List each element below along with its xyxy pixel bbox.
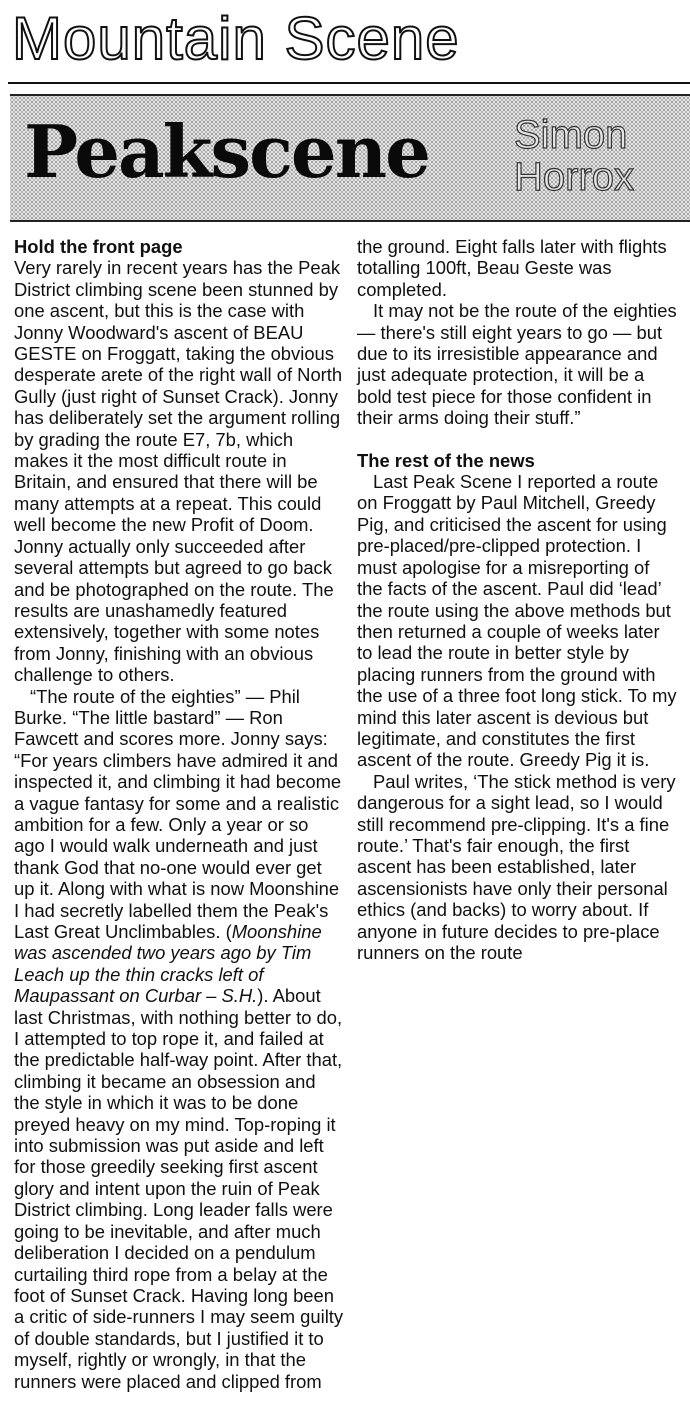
column-name: Peakscene bbox=[24, 109, 429, 194]
quote-text: “The route of the eighties” — Phil Burke. “The little bastard” — Ron Fawcett and scores more. Jonny says: “For years climbers have admired it and inspected it, and climbing it had become a vague fantasy for some and a realistic ambition for a few. Only a year or so ago I would walk underneath and just thank God that no-one would ever get up it. Along with what is now Moonshine I had secretly labelled them the Peak's Last Great Unclimbables. ( bbox=[14, 685, 342, 942]
article-paragraph: It may not be the route of the eighties — there's still eight years to go — but due to its irresistible appearance and just adequate protection, it will be a bold test piece for those confident in their arms doing their stuff.” bbox=[357, 300, 677, 429]
article-paragraph: Very rarely in recent years has the Peak District climbing scene been stunned by one ascent, but this is the case with Jonny Woodward's ascent of BEAU GESTE on Froggatt, taking the obvious desperate arete of the right wall of North Gully (just right of Sunset Crack). Jonny has deliberately set the argument rolling by grading the route E7, 7b, which makes it the most difficult route in Britain, and ensured that there will be many attempts at a repeat. This could well become the new Profit of Doom. Jonny actually only succeeded after several attempts but agreed to go back and be photographed on the route. The results are unashamedly featured extensively, together with some notes from Jonny, finishing with an obvious challenge to others. bbox=[14, 257, 343, 686]
left-column-overflow bbox=[357, 236, 677, 429]
article-column-right bbox=[357, 236, 677, 963]
author-first-name: Simon bbox=[514, 113, 628, 157]
quote-text-continued: the ground. Eight falls later with flights totalling 100ft, Beau Geste was completed. bbox=[357, 236, 667, 300]
editor-note: Moonshine was ascended two years ago by Tim Leach up the thin cracks left of Maupassant on Curbar – S.H. bbox=[14, 921, 322, 1007]
article-paragraph bbox=[14, 686, 344, 1392]
section-heading: Hold the front page bbox=[14, 236, 183, 257]
article-paragraph-continued bbox=[357, 236, 677, 300]
magazine-masthead: Mountain Scene bbox=[12, 5, 460, 72]
section-gap bbox=[357, 429, 677, 450]
article-paragraph: Paul writes, ‘The stick method is very dangerous for a sight lead, so I would still recommend pre-clipping. It's a fine route.’ That's fair enough, the first ascent has been established, later ascensionists have only their personal ethics (and backs) to worry about. If anyone in future decides to pre-place runners on the route bbox=[357, 770, 676, 963]
quote-text-continued: ). About last Christmas, with nothing better to do, I attempted to top rope it, and failed at the predictable half-way point. After that, climbing it became an obsession and the style in which it was to be done preyed heavy on my mind. Top-roping it into submission was put aside and left for those greedily seeking first ascent glory and intent upon the ruin of Peak District climbing. Long leader falls were going to be inevitable, and after much deliberation I decided on a pendulum curtailing third rope from a belay at the foot of Sunset Crack. Having long been a critic of side-runners I may seem guilty of double standards, but I justified it to myself, rightly or wrongly, in that the runners were placed and clipped from bbox=[14, 985, 344, 1392]
masthead-rule bbox=[8, 82, 690, 84]
column-banner bbox=[10, 94, 690, 222]
author-byline bbox=[514, 114, 684, 198]
article-column-left bbox=[14, 236, 344, 1392]
author-last-name: Horrox bbox=[514, 155, 635, 199]
section-heading: The rest of the news bbox=[357, 449, 535, 471]
article-paragraph: Last Peak Scene I reported a route on Froggatt by Paul Mitchell, Greedy Pig, and criticised the ascent for using pre-placed/pre-clipped protection. I must apologise for a misreporting of the facts of the ascent. Paul did ‘lead’ the route using the above methods but then returned a couple of weeks later to lead the route in better style by placing runners from the ground with the use of a three foot long stick. To my mind this later ascent is devious but legitimate, and constitutes the first ascent of the route. Greedy Pig it is. bbox=[357, 471, 677, 771]
